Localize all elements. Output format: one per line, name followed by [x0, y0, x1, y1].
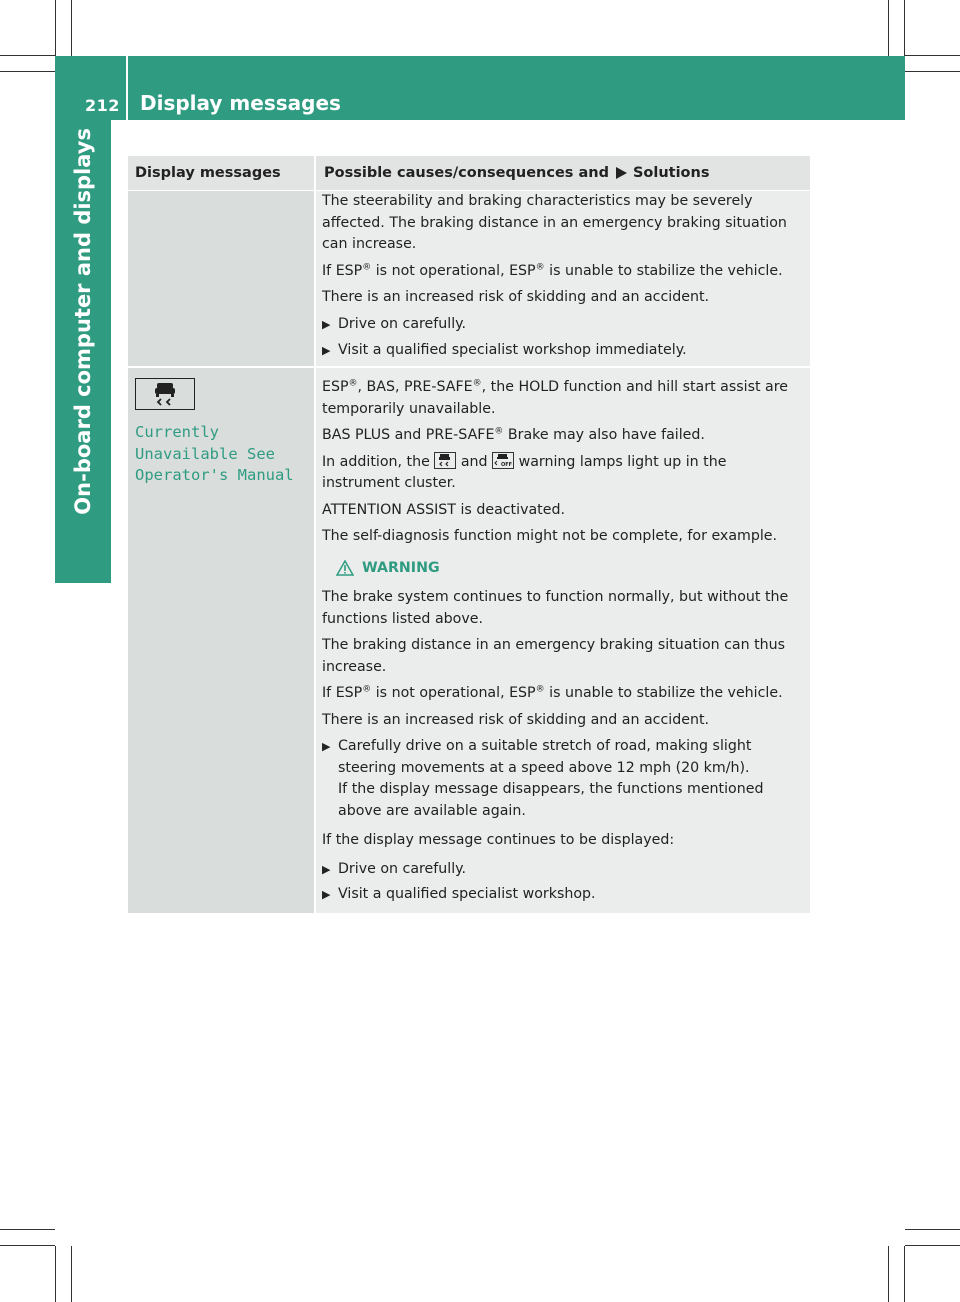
- bullet-arrow-icon: ▶: [322, 344, 331, 357]
- bullet-arrow-icon: ▶: [322, 317, 331, 331]
- row1-paragraph: The steerability and braking characteristics may be severely affected. The braking distance in an emergency braking situation can increase.: [322, 193, 787, 252]
- bullet-arrow-icon: ▶: [322, 740, 331, 753]
- col2-header: [316, 156, 810, 190]
- warning-paragraph: If ESP® is not operational, ESP® is unable to stabilize the vehicle.: [322, 684, 783, 701]
- row2-bullet: ▶ Carefully drive on a suitable stretch of road, making slight steering movements at a speed above 12 mph (20 km/h). If the display message disappears, the functions mentioned above are available again.: [322, 736, 808, 822]
- row2-bullet: ▶ Drive on carefully.: [322, 859, 808, 881]
- row1-paragraph: If ESP® is not operational, ESP® is unable to stabilize the vehicle.: [322, 261, 783, 279]
- crop-mark: [55, 0, 56, 56]
- header-divider: [126, 56, 128, 120]
- row2-display-message: [135, 378, 311, 487]
- row2-text: [322, 377, 808, 906]
- off-text: OFF: [500, 461, 513, 468]
- warning-paragraph: There is an increased risk of skidding and an accident.: [322, 711, 710, 728]
- crop-mark: [905, 55, 960, 56]
- side-tab: [55, 120, 111, 583]
- row2-paragraph: ATTENTION ASSIST is deactivated.: [322, 501, 565, 518]
- crop-mark: [904, 0, 905, 56]
- crop-mark: [71, 1246, 72, 1302]
- crop-mark: [0, 1245, 55, 1246]
- crop-mark: [904, 1246, 905, 1302]
- row1-bullet: ▶ Drive on carefully.: [322, 314, 808, 336]
- crop-mark: [905, 1229, 960, 1230]
- row2-bullet: ▶ Visit a qualified specialist workshop.: [322, 884, 808, 906]
- crop-mark: [905, 1245, 960, 1246]
- row2-paragraph: In addition, the and OFF warning lamps light up in the instrument cluster.: [322, 453, 727, 491]
- row1-paragraph: There is an increased risk of skidding and an accident.: [322, 289, 710, 305]
- row1-text: [322, 191, 808, 362]
- col2-header-text-a: Possible causes/consequences and: [324, 165, 609, 181]
- crop-mark: [888, 0, 889, 56]
- row2-paragraph: If the display message continues to be displayed:: [322, 832, 675, 848]
- crop-mark: [0, 55, 55, 56]
- col1-header: Display messages: [128, 156, 314, 190]
- arrow-right-icon: [614, 166, 628, 180]
- section-title: Display messages: [140, 91, 341, 115]
- page-number: 212: [85, 96, 120, 115]
- warning-paragraph: The brake system continues to function normally, but without the functions listed above.: [322, 589, 789, 627]
- col2-header-text-b: Solutions: [632, 165, 710, 181]
- crop-mark: [0, 71, 55, 72]
- crop-mark: [71, 0, 72, 56]
- row2-paragraph: ESP®, BAS, PRE-SAFE®, the HOLD function and hill start assist are temporarily unavailable.: [322, 378, 788, 417]
- esp-off-lamp-icon: [492, 452, 514, 469]
- warning-heading: [336, 558, 808, 580]
- row2-paragraph: The self-diagnosis function might not be complete, for example.: [322, 528, 778, 544]
- display-messages-table: [128, 156, 810, 913]
- display-text: Currently: [135, 423, 219, 441]
- warning-label: WARNING: [362, 559, 440, 576]
- crop-mark: [0, 1229, 55, 1230]
- esp-warning-icon: [135, 378, 195, 410]
- crop-mark: [55, 1246, 56, 1302]
- display-text: Unavailable See: [135, 444, 275, 463]
- side-tab-label: On-board computer and displays: [71, 128, 95, 515]
- warning-paragraph: The braking distance in an emergency braking situation can thus increase.: [322, 637, 786, 675]
- bullet-arrow-icon: ▶: [322, 862, 331, 876]
- row1-display-cell: [128, 191, 314, 366]
- crop-mark: [888, 1246, 889, 1302]
- display-text: Operator's Manual: [135, 466, 294, 484]
- row2-paragraph: BAS PLUS and PRE-SAFE® Brake may also have failed.: [322, 426, 705, 443]
- esp-lamp-icon: [434, 452, 456, 469]
- bullet-arrow-icon: ▶: [322, 888, 331, 901]
- warning-triangle-icon: [336, 560, 354, 576]
- crop-mark: [905, 71, 960, 72]
- row1-bullet: ▶ Visit a qualified specialist workshop immediately.: [322, 340, 808, 362]
